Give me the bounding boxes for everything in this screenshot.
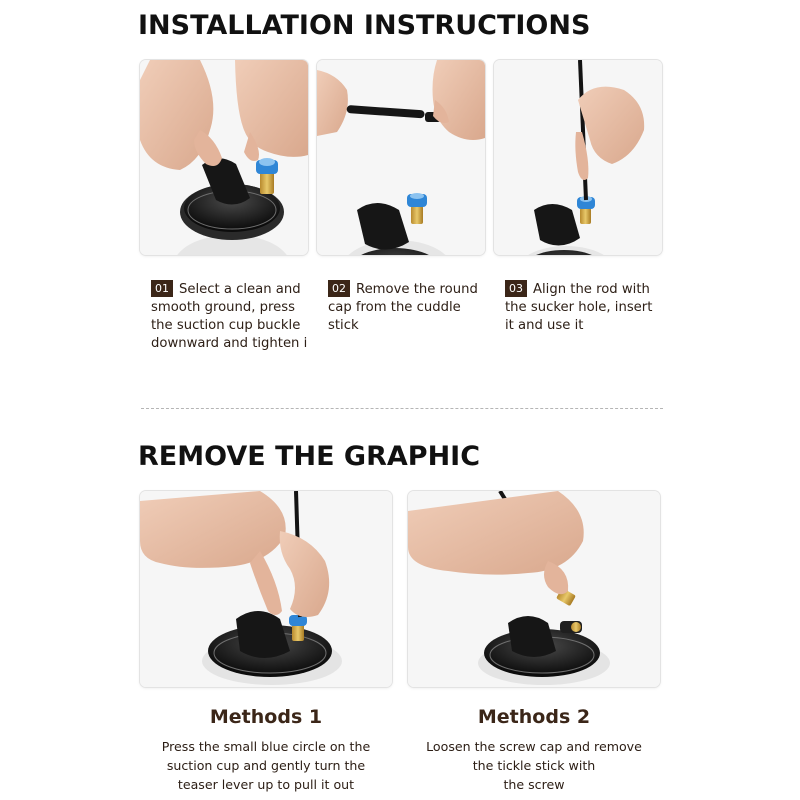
- step-3-line: the sucker hole, insert: [505, 300, 653, 315]
- step-1-line: the suction cup buckle: [151, 318, 301, 333]
- method-1-line: suction cup and gently turn the: [166, 758, 366, 773]
- removal-heading: REMOVE THE GRAPHIC: [138, 441, 481, 472]
- step-2-text: [328, 280, 488, 335]
- method-2-description: [408, 737, 660, 794]
- method-1-photo: [140, 491, 392, 687]
- step-1-text: [151, 280, 311, 353]
- method-1-line: Press the small blue circle on the: [161, 739, 371, 754]
- step-3-photo: [494, 60, 662, 255]
- method-2-title: Methods 2: [477, 706, 591, 728]
- method-1-description: [140, 737, 392, 794]
- installation-heading: INSTALLATION INSTRUCTIONS: [138, 10, 591, 41]
- hands-pressing-suction-cup-icon: [140, 60, 308, 255]
- step-1-line: smooth ground, press: [151, 300, 295, 315]
- method-2-photo: [408, 491, 660, 687]
- method-1-title: Methods 1: [209, 706, 323, 728]
- hands-pressing-blue-release-icon: [140, 491, 392, 687]
- step-1-line: downward and tighten i: [151, 336, 308, 351]
- hands-removing-rod-cap-icon: [317, 60, 485, 255]
- step-2-line: cap from the cuddle: [328, 300, 461, 315]
- step-2-number: 02: [328, 280, 350, 297]
- step-1-line: Select a clean and: [179, 282, 301, 297]
- method-2-line: Loosen the screw cap and remove: [426, 739, 642, 754]
- hand-inserting-rod-icon: [494, 60, 662, 255]
- step-3-text: [505, 280, 665, 335]
- step-3-line: Align the rod with: [533, 282, 650, 297]
- section-divider: [141, 408, 663, 409]
- step-2-line: stick: [328, 318, 359, 333]
- method-2-line: the screw: [503, 777, 565, 792]
- step-3-number: 03: [505, 280, 527, 297]
- hands-loosening-screw-cap-icon: [408, 491, 660, 687]
- step-1-number: 01: [151, 280, 173, 297]
- step-1-photo: [140, 60, 308, 255]
- step-3-line: it and use it: [505, 318, 584, 333]
- step-2-line: Remove the round: [356, 282, 478, 297]
- method-2-line: the tickle stick with: [472, 758, 596, 773]
- step-2-photo: [317, 60, 485, 255]
- method-1-line: teaser lever up to pull it out: [177, 777, 355, 792]
